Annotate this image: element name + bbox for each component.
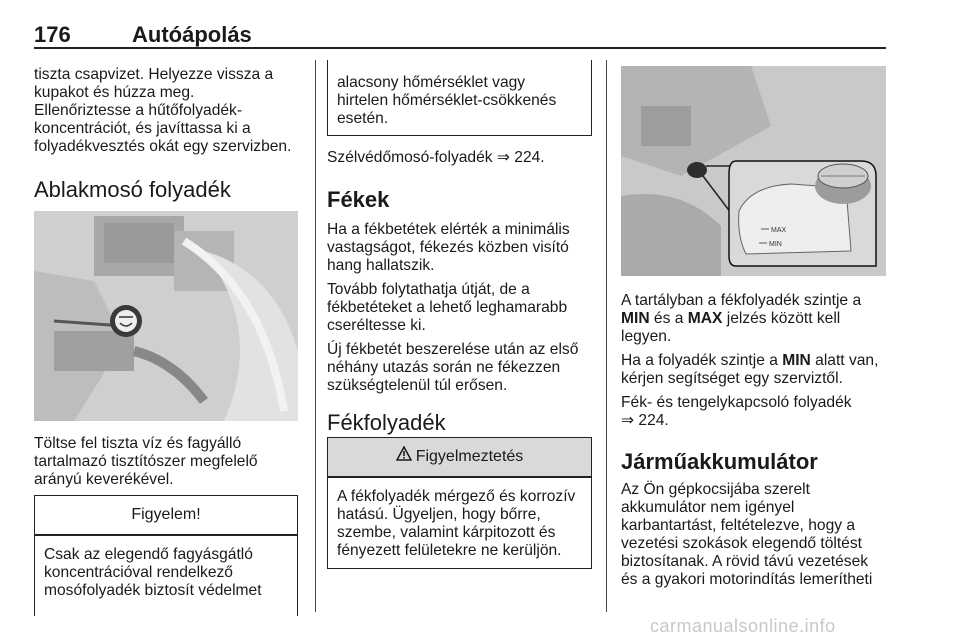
washer-fluid-heading: Ablakmosó folyadék [34,177,231,202]
notice-line: hirtelen hőmérséklet-csökkenés [337,92,557,109]
warning-divider [328,476,591,478]
page-reference-link[interactable]: ⇒ 224. [621,412,669,429]
battery-paragraph-line: és a gyakori motorindítás lemerítheti [621,571,873,588]
notice-line: mosófolyadék biztosít védelmet [44,582,262,599]
fill-instruction-line: tartalmazó tisztítószer megfelelő [34,453,258,470]
brakes-paragraph-line: Ha a fékbetétek elérték a minimális [327,221,570,238]
battery-paragraph-line: Az Ön gépkocsijába szerelt [621,481,810,498]
brakes-heading: Fékek [327,187,390,212]
notice-title: Figyelem! [131,506,201,523]
fill-instruction-line: Töltse fel tiszta víz és fagyálló [34,435,242,452]
battery-paragraph-line: biztosítanak. A rövid távú vezetések [621,553,869,570]
notice-line: alacsony hőmérséklet vagy [337,74,526,91]
brakes-paragraph-line: Új fékbetét beszerelése után az első [327,341,579,358]
header-rule [34,47,886,49]
min-label: MIN [621,310,650,327]
level-paragraph-line: A tartályban a fékfolyadék szintje a [621,292,862,309]
level-paragraph-line [621,310,840,328]
intro-line: kupakot és húzza meg. [34,84,195,101]
intro-line: tiszta csapvizet. Helyezze vissza a [34,66,274,83]
brakes-paragraph-line: Tovább folytathatja útját, de a [327,281,530,298]
warning-header [328,438,591,476]
intro-line: folyadékvesztés okát egy szervizben. [34,138,292,155]
brakes-paragraph-line: szükségtelenül túl erősen. [327,377,508,394]
min-label: MIN [782,352,811,369]
page-number: 176 [34,22,71,47]
low-level-paragraph-line: kérjen segítséget egy szerviztől. [621,370,843,387]
watermark: carmanualsonline.info [650,616,836,636]
brake-reservoir-illustration [621,66,886,276]
section-title: Autóápolás [132,22,252,47]
low-level-paragraph-line [621,352,878,370]
battery-paragraph-line: vezetési szokások elegendő töltést [621,535,862,552]
level-paragraph-line: legyen. [621,328,672,345]
notice-line: Csak az elegendő fagyásgátló [44,546,253,563]
brakes-paragraph-line: néhány utazás során ne fékezzen [327,359,561,376]
battery-heading: Járműakkumulátor [621,449,818,474]
warning-line: hatású. Ügyeljen, hogy bőrre, [337,506,541,523]
brake-clutch-fluid-reference: Fék- és tengelykapcsoló folyadék [621,394,852,411]
brakes-paragraph-line: cseréltesse ki. [327,317,426,334]
brake-fluid-reservoir-photo [621,66,886,276]
notice-box [34,495,298,616]
text-fragment: jelzés között kell [722,310,841,327]
page-header [34,10,886,47]
washer-reservoir-photo [34,211,298,421]
text-fragment: alatt van, [810,352,879,369]
warning-triangle-icon [396,438,412,476]
washer-fluid-reference[interactable]: Szélvédőmosó-folyadék ⇒ 224. [327,149,545,166]
min-level-label: MIN [769,241,782,248]
max-label: MAX [687,310,723,327]
notice-line: esetén. [337,110,389,127]
text-fragment: Ha a folyadék szintje a [621,352,783,369]
warning-line: A fékfolyadék mérgező és korrozív [337,488,576,505]
notice-continuation-box [327,60,592,136]
engine-bay-illustration [34,211,298,421]
notice-divider [35,534,297,536]
battery-paragraph-line: karbantartást, feltételezve, hogy a [621,517,856,534]
brakes-paragraph-line: fékbetéteket a lehető leghamarabb [327,299,568,316]
warning-title: Figyelmeztetés [415,448,524,465]
intro-line: Ellenőriztesse a hűtőfolyadék- [34,102,243,119]
brake-fluid-heading: Fékfolyadék [327,410,446,435]
text-fragment: és a [649,310,688,327]
intro-line: koncentrációt, és javíttassa ki a [34,120,251,137]
warning-line: fényezett felületekre ne kerüljön. [337,542,562,559]
fill-instruction-line: arányú keverékével. [34,471,174,488]
warning-box [327,437,592,569]
notice-line: koncentrációval rendelkező [44,564,233,581]
column-divider-1 [315,60,316,612]
brakes-paragraph-line: vastagságot, fékezés közben visító [327,239,569,256]
max-level-label: MAX [771,227,787,234]
warning-line: szembe, valamint kárpitozott és [337,524,556,541]
column-divider-2 [606,60,607,612]
battery-paragraph-line: akkumulátor nem igényel [621,499,795,516]
brakes-paragraph-line: hang hallatszik. [327,257,435,274]
